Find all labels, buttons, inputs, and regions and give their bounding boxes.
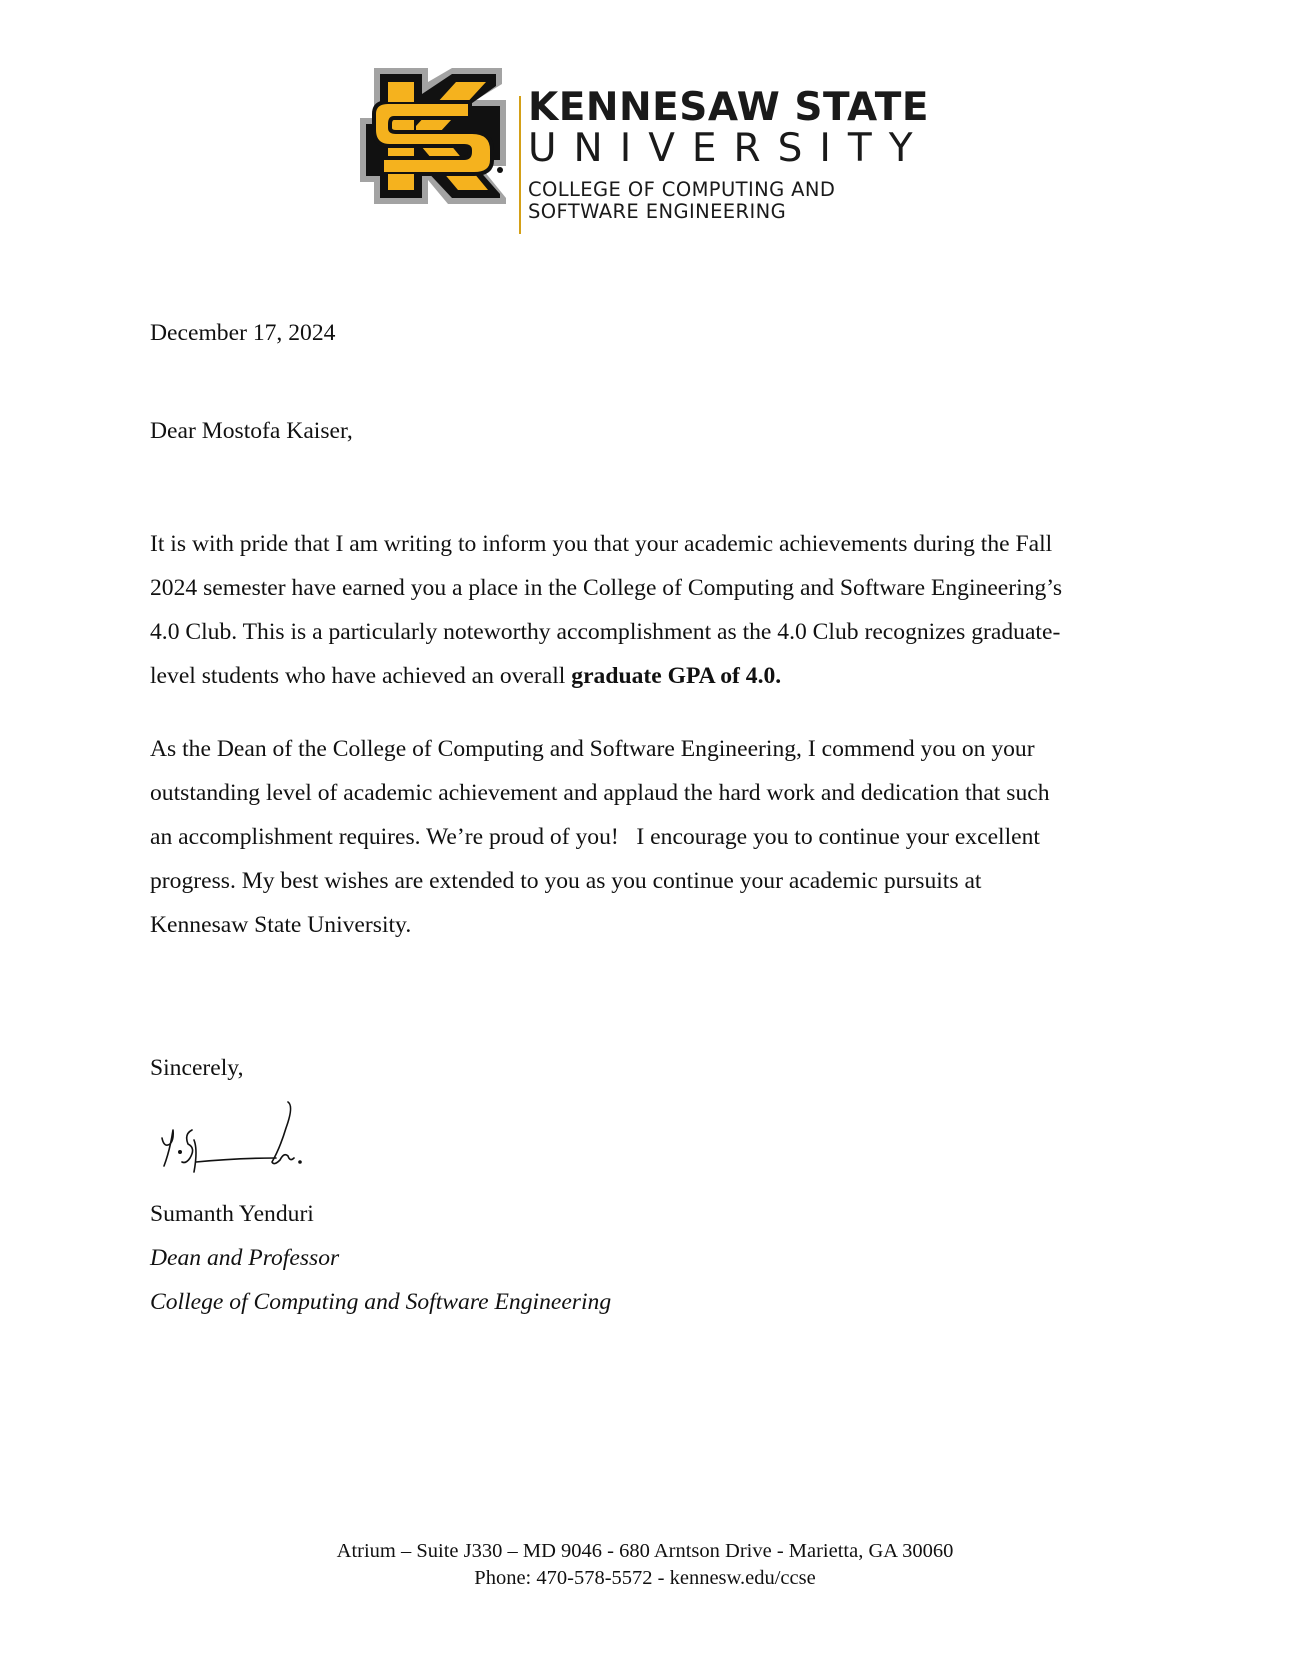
closing: Sincerely, [150, 1055, 244, 1081]
salutation: Dear Mostofa Kaiser, [150, 418, 353, 444]
letter-date: December 17, 2024 [150, 320, 336, 346]
brand-text [528, 86, 930, 223]
paragraph-1-line: It is with pride that I am writing to inform you that your academic achievements during the Fall [150, 531, 1053, 557]
signer-department: College of Computing and Software Engineering [150, 1289, 612, 1315]
paragraph-1-line [150, 654, 1160, 698]
paragraph-1-line-4-text: level students who have achieved an overall [150, 663, 572, 689]
paragraph-2-line: Kennesaw State University. [150, 912, 412, 938]
paragraph-1-line: 4.0 Club. This is a particularly noteworthy accomplishment as the 4.0 Club recognizes graduate- [150, 619, 1061, 645]
university-name: KENNESAW STATE [528, 85, 929, 130]
footer-contact: Phone: 470-578-5572 - kennesw.edu/ccse [474, 1567, 816, 1589]
gpa-emphasis: graduate GPA of 4.0. [571, 663, 782, 689]
signer-title: Dean and Professor [150, 1245, 340, 1271]
ks-logo-icon [360, 62, 508, 204]
letterhead-divider [519, 96, 521, 234]
signature-image [156, 1100, 316, 1180]
college-line-2: SOFTWARE ENGINEERING [528, 200, 787, 223]
paragraph-2-line: As the Dean of the College of Computing and Software Engineering, I commend you on your [150, 736, 1035, 762]
paragraph-1-line: 2024 semester have earned you a place in the College of Computing and Software Engineering’s [150, 575, 1063, 601]
signer-name: Sumanth Yenduri [150, 1201, 314, 1227]
college-line-1: COLLEGE OF COMPUTING AND [528, 178, 836, 201]
paragraph-1 [150, 522, 1160, 698]
letterhead [360, 62, 940, 222]
paragraph-2-line: progress. My best wishes are extended to you as you continue your academic pursuits at [150, 868, 982, 894]
paragraph-2-line: outstanding level of academic achievement and applaud the hard work and dedication that such [150, 780, 1050, 806]
paragraph-2 [150, 727, 1160, 947]
footer-address: Atrium – Suite J330 – MD 9046 - 680 Arntson Drive - Marietta, GA 30060 [336, 1540, 954, 1562]
university-sub: UNIVERSITY [528, 126, 930, 171]
paragraph-2-line: an accomplishment requires. We’re proud of you! I encourage you to continue your excellent [150, 824, 1040, 850]
